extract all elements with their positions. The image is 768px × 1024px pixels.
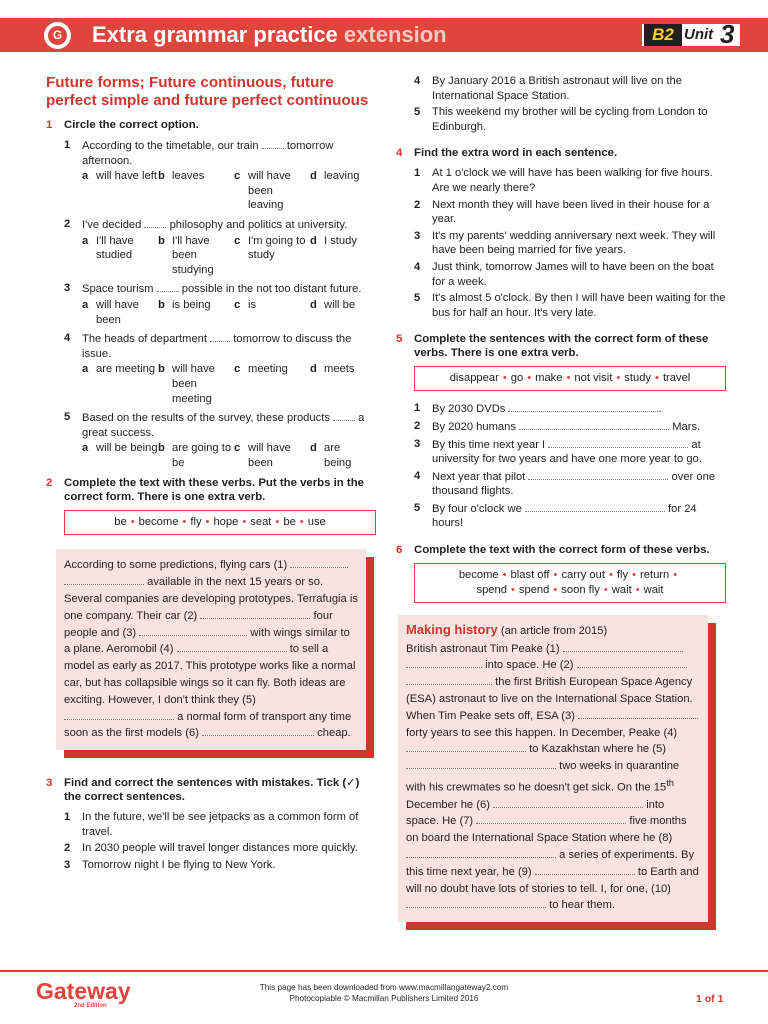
answer-option[interactable]: d leaving [310, 170, 360, 183]
exercise-3-item: 2 In 2030 people will travel longer distances more quickly. [64, 842, 358, 855]
exercise-1-options [46, 362, 376, 406]
answer-option[interactable]: d are being [310, 442, 352, 469]
word-option: seat [250, 516, 272, 529]
exercise-1-question: 2 I've decided philosophy and politics at university. [64, 217, 348, 231]
bullet-dot: • [502, 372, 507, 385]
bullet-dot: • [275, 516, 280, 529]
blank-6-2[interactable] [577, 657, 687, 668]
blank-6-3[interactable] [578, 708, 698, 719]
exercise-5-item: 4 Next year that pilot over one thousand flights. [414, 469, 716, 498]
answer-option[interactable]: c will have been leaving [234, 170, 291, 212]
word-option: spend [518, 584, 550, 597]
blank-1-cont[interactable] [64, 574, 144, 585]
footer-text: This page has been downloaded from www.macmillangateway2.com Photocopiable © Macmillan Publishers Limited 2016 [259, 983, 509, 1003]
word-option: make [535, 372, 563, 385]
exercise-1-question: 1 According to the timetable, our train tomorrow afternoon. [64, 139, 334, 167]
answer-option[interactable]: a will have left [82, 170, 157, 183]
right-column [396, 74, 726, 922]
exercise-6-heading: 6 Complete the text with the correct form of these verbs. [396, 544, 710, 557]
answer-option[interactable]: b is being [158, 298, 211, 311]
answer-option[interactable]: c meeting [234, 363, 288, 376]
bullet-dot: • [242, 516, 247, 529]
blank-3[interactable] [139, 625, 247, 636]
exercise-4-item: 5 It's almost 5 o'clock. By then I will have been waiting for the bus for half an hour. It's very late. [414, 292, 726, 319]
exercise-6-word-box [414, 563, 726, 603]
bullet-dot: • [205, 516, 210, 529]
word-option: be [283, 516, 296, 529]
word-option: use [307, 516, 326, 529]
blank-6-10[interactable] [406, 897, 546, 908]
exercise-1-items [46, 138, 376, 470]
exercise-4-item: 3 It's my parents' wedding anniversary next week. They will have been being married for five years. [414, 229, 716, 257]
bullet-dot: • [130, 516, 135, 529]
exercise-4-item: 2 Next month they will have been lived in their house for a year. [414, 198, 710, 226]
answer-option[interactable]: a will have been [82, 298, 139, 326]
exercise-2-heading: 2 Complete the text with these verbs. Put the verbs in the correct form. There is one extra verb. [46, 477, 365, 504]
unit-label [642, 19, 740, 49]
word-option: carry out [561, 569, 605, 582]
answer-option[interactable]: b I'll have been studying [158, 234, 214, 276]
exercise-1-question: 4 The heads of department tomorrow to discuss the issue. [64, 332, 352, 360]
bullet-dot: • [673, 569, 678, 582]
exercise-2-text-box [56, 549, 366, 750]
word-option: become [138, 516, 179, 529]
exercise-4-item: 4 Just think, tomorrow James will to have been on the boat for a week. [414, 260, 714, 288]
page-header [0, 18, 768, 52]
exercise-4-heading: 4 Find the extra word in each sentence. [396, 147, 618, 160]
blank-2[interactable] [200, 608, 310, 619]
answer-option[interactable]: d will be [310, 298, 356, 311]
answer-blank[interactable] [144, 217, 166, 228]
blank-6-6[interactable] [493, 797, 643, 808]
exercise-1-options [46, 441, 376, 470]
word-option: spend [476, 584, 507, 597]
left-column [46, 74, 376, 875]
exercise-1-question: 5 Based on the results of the survey, these products a great success. [64, 411, 365, 439]
bullet-dot: • [635, 584, 640, 597]
word-option: fly [190, 516, 202, 529]
exercise-1-options [46, 298, 376, 327]
exercise-6-text-box [398, 615, 708, 922]
answer-option[interactable]: d I study [310, 234, 357, 247]
blank-5[interactable] [64, 709, 174, 720]
section-title: Future forms; Future continuous, future perfect simple and future perfect continuous [46, 74, 369, 109]
exercise-3-item: 1 In the future, we'll be see jetpacks as a common form of travel. [64, 811, 359, 838]
blank-6-2-cont[interactable] [406, 674, 492, 685]
answer-blank[interactable] [333, 410, 355, 421]
answer-blank[interactable] [262, 138, 284, 149]
page-number: 1 of 1 [696, 993, 724, 1005]
gateway-logo: Gateway 2nd Edition [36, 978, 131, 1009]
answer-option[interactable]: c will have been [234, 442, 291, 469]
exercise-5-item: 5 By four o'clock we for 24 hours! [414, 501, 697, 530]
answer-option[interactable]: a will be being [82, 442, 158, 455]
blank-6-4[interactable] [406, 741, 526, 752]
word-option: not visit [574, 372, 613, 385]
bullet-dot: • [566, 372, 571, 385]
exercise-2-text: According to some predictions, flying cars (1) available in the next 15 years or so. Several companies are developing prototypes. Terrafugia is one company. Their car (2) four people and (3) with wings similar to a plane. Aeromobil (4) to sell a model as early as 2017. This prototype works like a normal car, but has collapsible wings so it can fly. Both ideas are exciting. However, I don't think they (5) a normal form of transport any time soon as the first models (6) cheap. [64, 559, 358, 740]
answer-blank[interactable] [157, 281, 179, 292]
exercise-5-item: 2 By 2020 humans Mars. [414, 419, 701, 433]
word-option: return [640, 569, 670, 582]
blank-6-1[interactable] [563, 641, 683, 652]
bullet-dot: • [655, 372, 659, 385]
word-option: be [114, 516, 127, 529]
answer-blank[interactable] [210, 331, 230, 342]
exercise-5-item: 1 By 2030 DVDs . [414, 402, 662, 416]
exercise-5-word-box [414, 366, 726, 391]
blank-6-7[interactable] [476, 813, 626, 824]
answer-option[interactable]: c I'm going to study [234, 234, 306, 262]
bullet-dot: • [510, 584, 515, 597]
blank-4[interactable] [177, 641, 287, 652]
bullet-dot: • [616, 372, 621, 385]
unit-number: 3 [720, 19, 735, 49]
blank-5-3[interactable] [548, 437, 688, 448]
word-option: disappear [449, 372, 499, 385]
bullet-dot: • [502, 569, 507, 582]
blank-6-8[interactable] [406, 847, 556, 858]
exercise-5-item: 3 By this time next year I at university for two years and have one more year to go. [414, 437, 702, 466]
blank-5-1[interactable] [508, 401, 658, 412]
blank-6-1-cont[interactable] [406, 657, 482, 668]
word-option: wait [611, 584, 632, 597]
exercise-4-item: 1 At 1 o'clock we will have has been walking for five hours. Are we nearly there? [414, 167, 713, 194]
exercise-5-heading: 5 Complete the sentences with the correct form of these verbs. There is one extra verb. [396, 333, 709, 360]
bullet-dot: • [553, 584, 558, 597]
level-badge: B2 [644, 24, 682, 46]
bullet-dot: • [527, 372, 532, 385]
word-option: go [510, 372, 524, 385]
answer-option[interactable]: d meets [310, 363, 355, 376]
bullet-dot: • [632, 569, 637, 582]
page-title: Extra grammar practice extension [92, 22, 447, 47]
word-option: study [624, 372, 652, 385]
answer-option[interactable]: c is [234, 298, 257, 311]
blank-5-2[interactable] [519, 419, 669, 430]
bullet-dot: • [553, 569, 558, 582]
blank-6-5[interactable] [406, 758, 556, 769]
bullet-dot: • [299, 516, 304, 529]
blank-5-5[interactable] [525, 501, 665, 512]
exercise-3-item: 4 By January 2016 a British astronaut will live on the International Space Station. [414, 75, 682, 102]
blank-6[interactable] [202, 725, 314, 736]
word-option: hope [213, 516, 239, 529]
footer-divider [0, 970, 768, 972]
word-option: blast off [510, 569, 550, 582]
word-option: soon fly [561, 584, 600, 597]
bullet-dot: • [608, 569, 613, 582]
blank-1[interactable] [290, 557, 348, 568]
blank-5-4[interactable] [528, 469, 668, 480]
answer-option[interactable]: a I'll have studied [82, 234, 134, 262]
article-title: Making history (an article from 2015) [406, 622, 608, 638]
exercise-2-word-box [64, 510, 376, 535]
bullet-dot: • [603, 584, 608, 597]
bullet-dot: • [182, 516, 187, 529]
exercise-1-heading: 1 Circle the correct option. [46, 119, 199, 131]
word-option: fly [616, 569, 629, 582]
exercise-3-item: 5 This weekend my brother will be cycling from London to Edinburgh. [414, 106, 708, 133]
exercise-1-options [46, 234, 376, 278]
answer-option[interactable]: b will have been meeting [158, 363, 215, 405]
word-option: wait [643, 584, 664, 597]
word-option: travel [662, 372, 691, 385]
blank-6-9[interactable] [535, 864, 635, 875]
exercise-3-item: 3 Tomorrow night I be flying to New York. [64, 859, 276, 872]
exercise-6-text: British astronaut Tim Peake (1) into space. He (2) the first British European Space Agency (ESA) astronaut to live on the International Space Station. When Tim Peake sets off, ESA (3) forty years to see this happen. In December, Peake (4) to Kazakhstan where he (5) two weeks in quarantine with his crewmates so he doesn't get sick. On the 15th December he (6) into space. He (7) five months on board the International Space Station where he (8) a series of experiments. By this time next year, he (9) to Earth and will no doubt have lots of stories to tell. I, for one, (10) to hear them. [406, 642, 699, 912]
exercise-3-heading: 3 Find and correct the sentences with mistakes. Tick (✓) the correct sentences. [46, 777, 360, 804]
gateway-badge-icon: G [44, 22, 71, 49]
exercise-1-options [46, 169, 376, 213]
exercise-1-question: 3 Space tourism possible in the not too distant future. [64, 282, 362, 296]
unit-text: Unit [684, 26, 714, 43]
answer-option[interactable]: a are meeting [82, 363, 156, 376]
answer-option[interactable]: b leaves [158, 170, 205, 183]
answer-option[interactable]: b are going to be [158, 442, 232, 469]
word-option: become [458, 569, 499, 582]
